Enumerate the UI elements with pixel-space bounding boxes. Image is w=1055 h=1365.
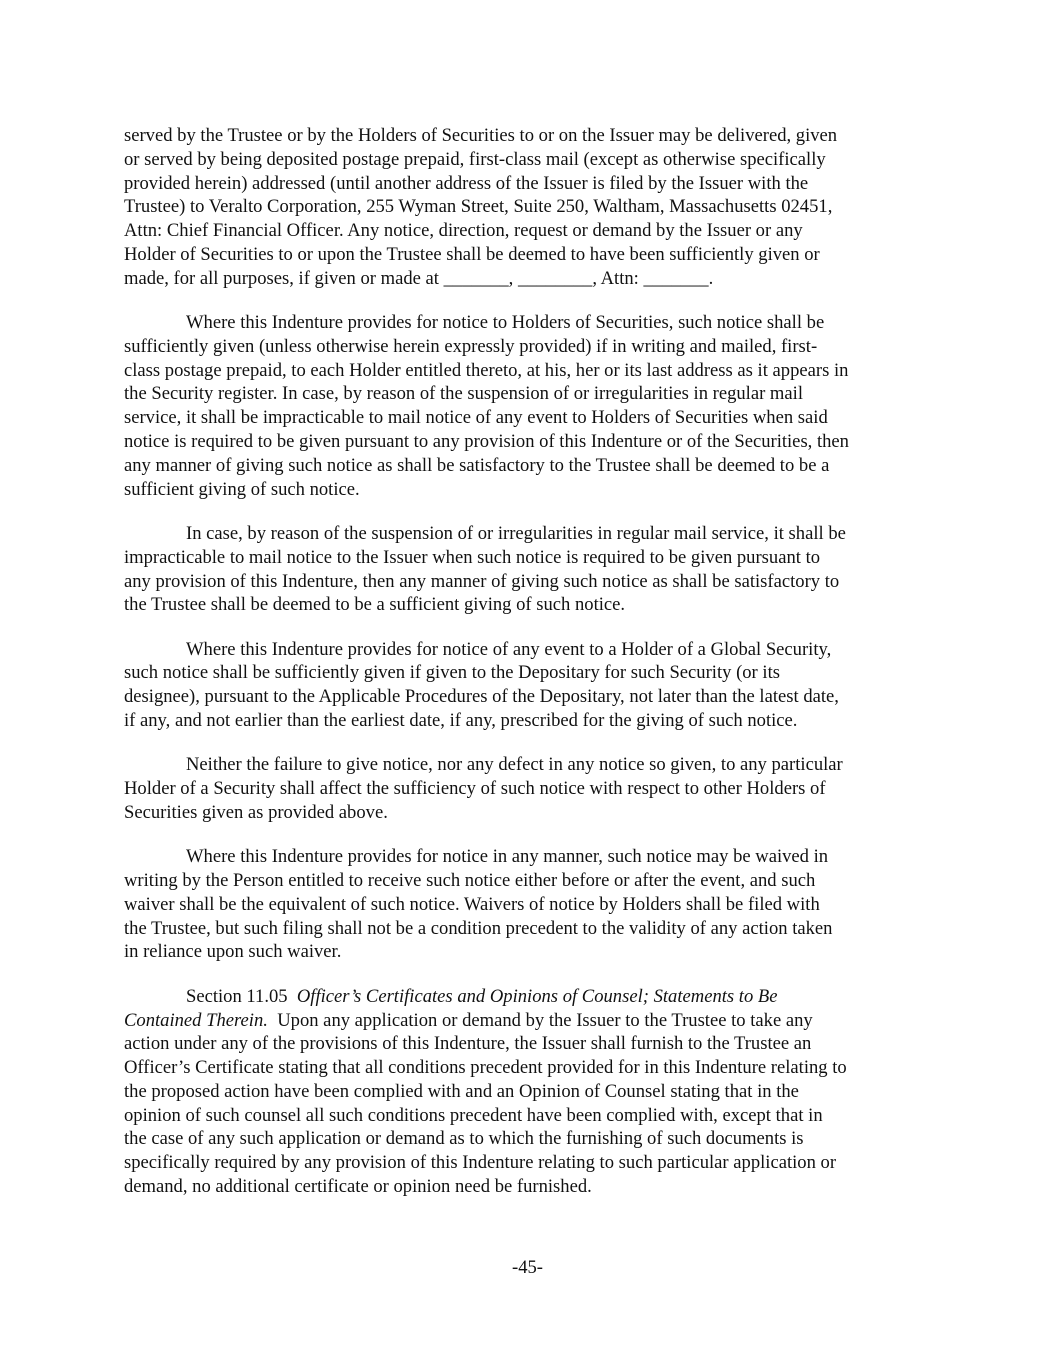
text-line: Officer’s Certificate stating that all conditions precedent provided for in this Indenture relating to xyxy=(124,1057,847,1079)
paragraph-notice-to-issuer xyxy=(124,124,936,291)
text-line: Where this Indenture provides for notice of any event to a Holder of a Global Security, xyxy=(186,638,832,660)
text-line: service, it shall be impracticable to mail notice of any event to Holders of Securities when said xyxy=(124,407,828,429)
text-line: In case, by reason of the suspension of or irregularities in regular mail service, it shall be xyxy=(186,522,846,544)
document-page xyxy=(124,124,936,1219)
text-line: any manner of giving such notice as shall be satisfactory to the Trustee shall be deemed to be a xyxy=(124,454,830,476)
text-line: waiver shall be the equivalent of such notice. Waivers of notice by Holders shall be filed with xyxy=(124,893,820,915)
section-heading-line xyxy=(124,985,936,1009)
text-line: made, for all purposes, if given or made at _______, ________, Attn: _______. xyxy=(124,267,714,289)
paragraph-global-security-notice xyxy=(124,638,936,733)
text-line: any provision of this Indenture, then any manner of giving such notice as shall be satisfactory to xyxy=(124,570,840,592)
text-line: notice is required to be given pursuant to any provision of this Indenture or of the Securities, then xyxy=(124,431,849,453)
text-line: the case of any such application or demand as to which the furnishing of such documents is xyxy=(124,1128,804,1150)
text-line: Attn: Chief Financial Officer. Any notice, direction, request or demand by the Issuer or any xyxy=(124,220,803,242)
text-line: the Security register. In case, by reason of the suspension of or irregularities in regular mail xyxy=(124,383,803,405)
text-line: designee), pursuant to the Applicable Procedures of the Depositary, not later than the latest date, xyxy=(124,686,839,708)
text-line: Trustee) to Veralto Corporation, 255 Wyman Street, Suite 250, Waltham, Massachusetts 02451, xyxy=(124,196,833,218)
text-line: in reliance upon such waiver. xyxy=(124,941,342,963)
text-line: Holder of Securities to or upon the Trustee shall be deemed to have been sufficiently given or xyxy=(124,243,820,265)
text-line: demand, no additional certificate or opinion need be furnished. xyxy=(124,1176,592,1198)
text-line: writing by the Person entitled to receive such notice either before or after the event, and such xyxy=(124,870,816,892)
text-line: impracticable to mail notice to the Issuer when such notice is required to be given pursuant to xyxy=(124,546,821,568)
text-line: sufficiently given (unless otherwise herein expressly provided) if in writing and mailed, first- xyxy=(124,335,818,357)
text-line: such notice shall be sufficiently given if given to the Depositary for such Security (or its xyxy=(124,662,780,684)
paragraph-notice-to-holders xyxy=(124,311,936,501)
paragraph-waiver-of-notice xyxy=(124,845,936,964)
text-line: sufficient giving of such notice. xyxy=(124,478,360,500)
text-line: or served by being deposited postage prepaid, first-class mail (except as otherwise specifically xyxy=(124,148,826,170)
section-number: Section 11.05 xyxy=(186,985,288,1007)
text-line: Where this Indenture provides for notice to Holders of Securities, such notice shall be xyxy=(186,312,825,334)
paragraph-failure-to-give-notice xyxy=(124,753,936,824)
text-line: Securities given as provided above. xyxy=(124,801,388,823)
text-line: class postage prepaid, to each Holder entitled thereto, at his, her or its last address as it appears in xyxy=(124,359,849,381)
text-line: specifically required by any provision of this Indenture relating to such particular application or xyxy=(124,1152,837,1174)
text-line: the proposed action have been complied with and an Opinion of Counsel stating that in the xyxy=(124,1080,799,1102)
text-line: Neither the failure to give notice, nor any defect in any notice so given, to any particular xyxy=(186,754,843,776)
text-line: Holder of a Security shall affect the sufficiency of such notice with respect to other Holders of xyxy=(124,778,826,800)
section-title: Officer’s Certificates and Opinions of Counsel; Statements to Be xyxy=(296,985,778,1007)
text-line: action under any of the provisions of this Indenture, the Issuer shall furnish to the Trustee an xyxy=(124,1033,812,1055)
text-line: opinion of such counsel all such conditions precedent have been complied with, except that in xyxy=(124,1104,823,1126)
text-line: provided herein) addressed (until another address of the Issuer is filed by the Issuer with the xyxy=(124,172,809,194)
text-line: the Trustee shall be deemed to be a sufficient giving of such notice. xyxy=(124,594,626,616)
section-11-05 xyxy=(124,985,936,1199)
text-line: served by the Trustee or by the Holders of Securities to or on the Issuer may be delivered, given xyxy=(124,125,838,146)
text-line: Where this Indenture provides for notice in any manner, such notice may be waived in xyxy=(186,846,829,868)
section-title: Contained Therein. xyxy=(124,1009,268,1031)
section-heading-line xyxy=(124,1009,936,1033)
text-line: the Trustee, but such filing shall not be a condition precedent to the validity of any action taken xyxy=(124,917,833,939)
page-number: -45- xyxy=(512,1257,543,1278)
paragraph-mail-irregularities xyxy=(124,522,936,617)
section-text: Upon any application or demand by the Issuer to the Trustee to take any xyxy=(277,1009,813,1031)
text-line: if any, and not earlier than the earliest date, if any, prescribed for the giving of such notice. xyxy=(124,710,798,732)
